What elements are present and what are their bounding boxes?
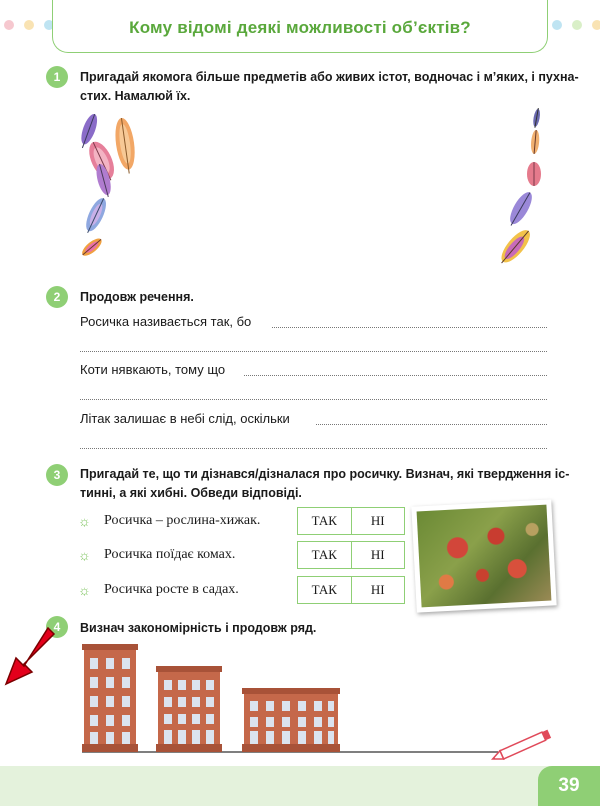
decor-dots-right: [552, 20, 600, 30]
feathers-right-decoration: [498, 108, 554, 274]
page-title: Кому відомі деякі можливості об’єктів?: [129, 18, 471, 37]
building-3-floors-icon: [242, 688, 340, 752]
answer-line[interactable]: [80, 448, 547, 449]
task-number-1: 1: [46, 66, 68, 88]
building-4-floors-icon: [156, 666, 222, 752]
decor-dot: [4, 20, 14, 30]
feather-icon: [498, 226, 535, 268]
task-3-instruction: [80, 465, 569, 503]
no-option[interactable]: НІ: [351, 542, 405, 568]
feather-icon: [81, 195, 110, 235]
yes-option[interactable]: ТАК: [311, 582, 337, 597]
task-1-instruction: [80, 68, 579, 106]
decor-dot: [572, 20, 582, 30]
task-2-instruction: Продовж речення.: [80, 290, 194, 304]
page-footer: [0, 766, 600, 806]
answer-line[interactable]: [80, 351, 547, 352]
answer-line[interactable]: [244, 375, 547, 376]
feather-icon: [530, 130, 540, 155]
task-4-instruction: Визнач закономірність і продовж ряд.: [80, 621, 317, 635]
red-arrow-icon: [2, 624, 60, 690]
feather-icon: [505, 189, 536, 229]
page-title-box: [52, 0, 548, 53]
feather-icon: [532, 108, 541, 128]
task-1-line-2: стих. Намалюй їх.: [80, 89, 191, 103]
building-5-floors-icon: [82, 644, 138, 752]
no-option[interactable]: НІ: [351, 508, 405, 534]
task-1-line-1: Пригадай якомога більше предметів або живих істот, водночас і м’яких, і пухна-: [80, 70, 579, 84]
feather-icon: [113, 117, 139, 175]
sentence-3: Літак залишає в небі слід, оскільки: [80, 411, 290, 426]
sun-bullet-icon: ☼: [78, 513, 91, 529]
sentence-2: Коти нявкають, тому що: [80, 362, 226, 377]
yes-option[interactable]: ТАК: [311, 547, 337, 562]
statement-2: Росичка поїдає комах.: [104, 547, 236, 562]
answer-line[interactable]: [316, 424, 547, 425]
pencil-icon: [488, 728, 558, 764]
task-number-4: 4: [46, 616, 68, 638]
task-number-3: 3: [46, 464, 68, 486]
no-option[interactable]: НІ: [351, 577, 405, 603]
feathers-left-decoration: [76, 108, 146, 268]
answer-box-3: [297, 576, 405, 604]
answer-line[interactable]: [272, 327, 547, 328]
answer-box-2: [297, 541, 405, 569]
decor-dot: [24, 20, 34, 30]
sun-bullet-icon: ☼: [78, 582, 91, 598]
feather-icon: [79, 236, 104, 259]
task-3-line-2: тинні, а які хибні. Обведи відповіді.: [80, 486, 302, 500]
sentence-1: Росичка називається так, бо: [80, 314, 252, 329]
decor-dot: [592, 20, 600, 30]
answer-line[interactable]: [80, 399, 547, 400]
task-number-2: 2: [46, 286, 68, 308]
task-3-line-1: Пригадай те, що ти дізнався/дізналася про росичку. Визнач, які твердження іс-: [80, 467, 570, 481]
statement-1: Росичка – рослина-хижак.: [104, 513, 261, 528]
sun-bullet-icon: ☼: [78, 547, 91, 563]
statement-3: Росичка росте в садах.: [104, 582, 239, 597]
sundew-image: [417, 505, 552, 608]
feather-icon: [527, 162, 541, 186]
decor-dots-left: [4, 20, 54, 30]
yes-option[interactable]: ТАК: [311, 513, 337, 528]
decor-dot: [552, 20, 562, 30]
buildings-sequence: [78, 644, 558, 756]
page-number: 39: [538, 766, 600, 806]
answer-box-1: [297, 507, 405, 535]
sundew-photo: [411, 499, 556, 612]
